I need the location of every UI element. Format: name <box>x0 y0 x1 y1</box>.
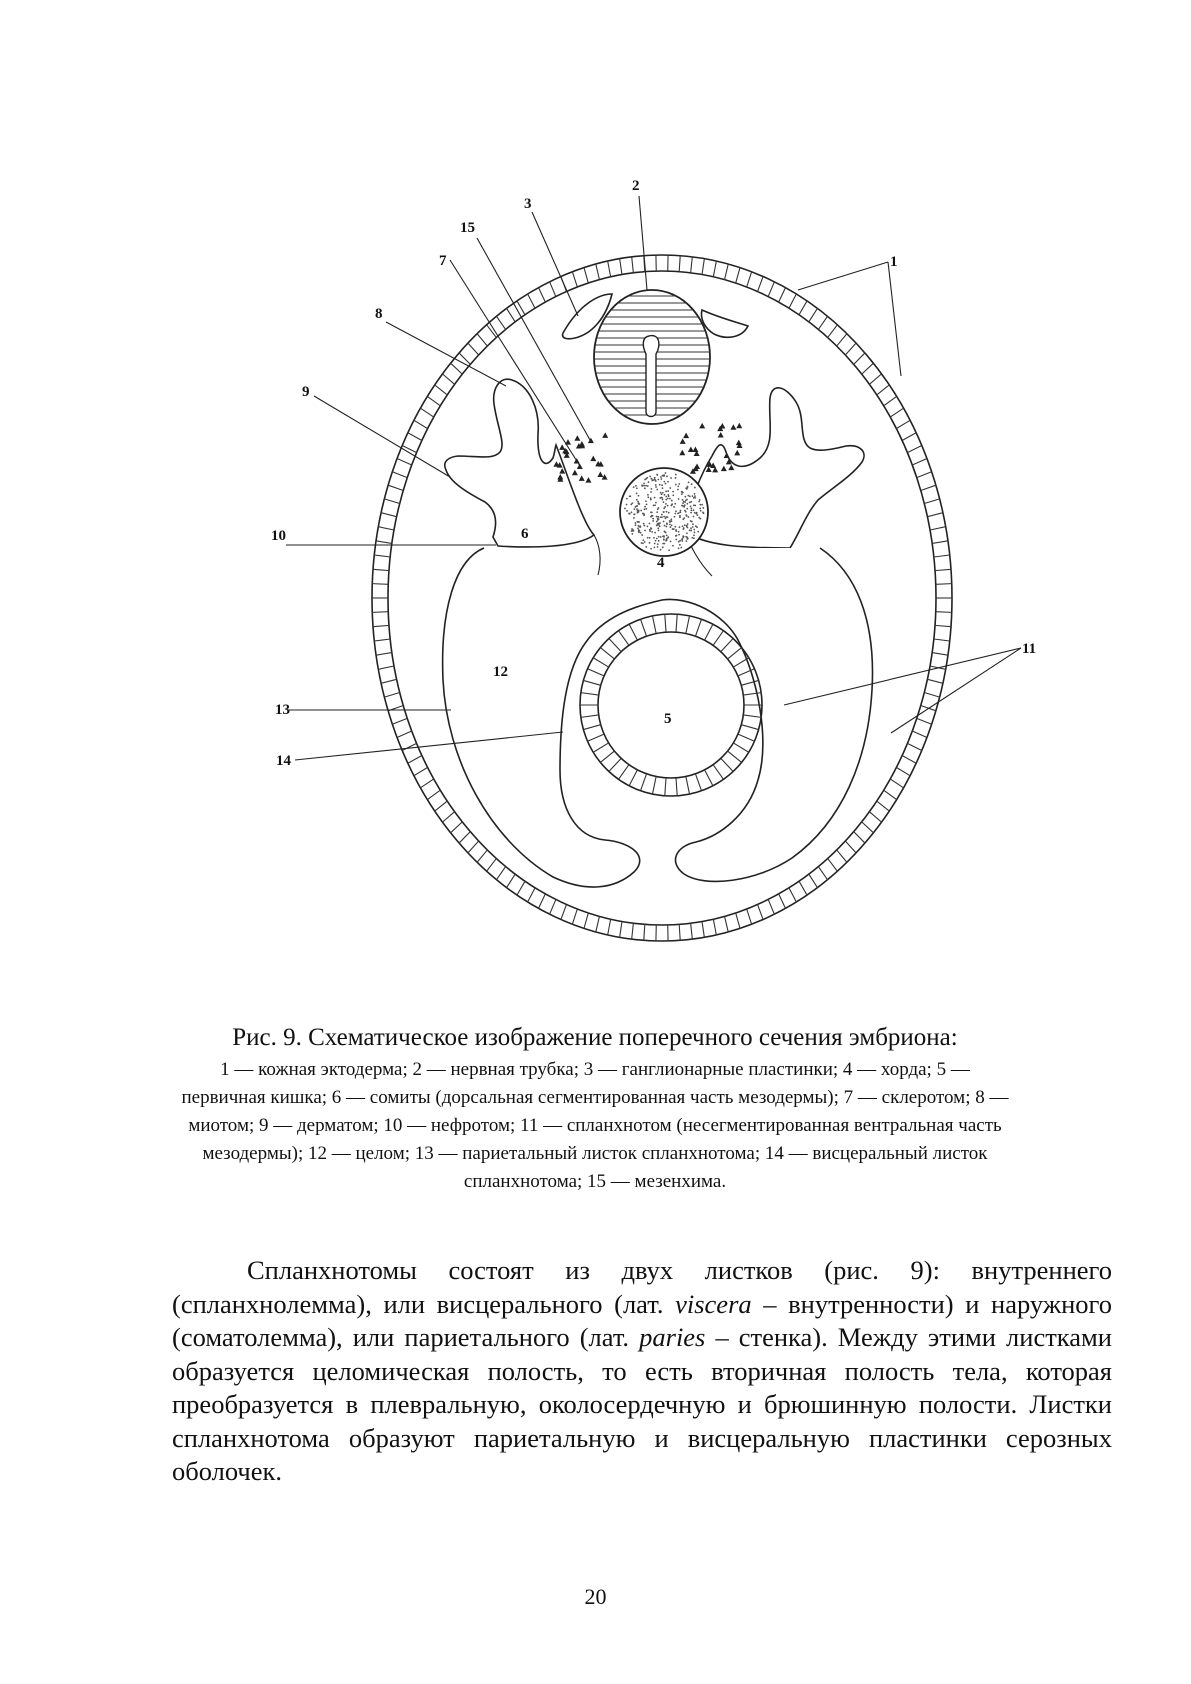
label-9: 9 <box>302 384 310 400</box>
body-text-segment: Спланхнотомы состоят из двух листков (рис. 9): внутреннего (спланхнолемма), или висцерального (лат. <box>172 1255 1112 1319</box>
label-2: 2 <box>632 178 640 194</box>
figure-caption <box>180 1022 1010 1196</box>
label-14: 14 <box>276 753 291 769</box>
caption-title: Рис. 9. Схематическое изображение поперечного сечения эмбриона: <box>232 1024 958 1051</box>
label-1: 1 <box>890 254 898 270</box>
latin-term-viscera: viscera <box>675 1288 752 1319</box>
page-number: 20 <box>584 1584 607 1609</box>
label-3: 3 <box>524 196 532 212</box>
label-10: 10 <box>271 528 286 544</box>
somite-left <box>445 379 594 547</box>
neural-tube <box>592 290 712 424</box>
notochord <box>620 468 708 556</box>
label-6: 6 <box>521 526 529 542</box>
label-15: 15 <box>460 220 475 236</box>
label-12: 12 <box>493 664 508 680</box>
label-13: 13 <box>275 702 290 718</box>
label-4: 4 <box>657 555 665 571</box>
latin-term-paries: paries <box>639 1322 706 1352</box>
label-7: 7 <box>439 253 447 269</box>
body-text-segment: – стенка). Между этими листками образуется целомическая полость, то есть вторичная полость тела, которая преобразуется в плевральную, околосердечную и брюшинную полости. Листки спланхнотома образуют париетальную и висцеральную пластинки серозных оболочек. <box>172 1322 1112 1486</box>
caption-legend: 1 — кожная эктодерма; 2 — нервная трубка; 3 — ганглионарные пластинки; 4 — хорда; 5 — первичная кишка; 6 — сомиты (дорсальная сегментированная часть мезодермы); 7 — склеротом; 8 — миотом; 9 — дерматом; 10 — нефротом; 11 — спланхнотом (несегментированная вентральная часть мезодермы); 12 — целом; 13 — париетальный листок спланхнотома; 14 — висцеральный листок спланхнотома; 15 — мезенхима. <box>181 1059 1009 1192</box>
label-8: 8 <box>375 306 383 322</box>
body-paragraph <box>172 1254 1112 1489</box>
label-5: 5 <box>664 711 672 727</box>
body-text-segment: – внутренности) и наружного (соматолемма), или париетального (лат. <box>172 1288 1112 1352</box>
primitive-gut <box>580 614 762 796</box>
ganglionic-plate-right <box>702 310 749 337</box>
label-11: 11 <box>1022 641 1037 657</box>
